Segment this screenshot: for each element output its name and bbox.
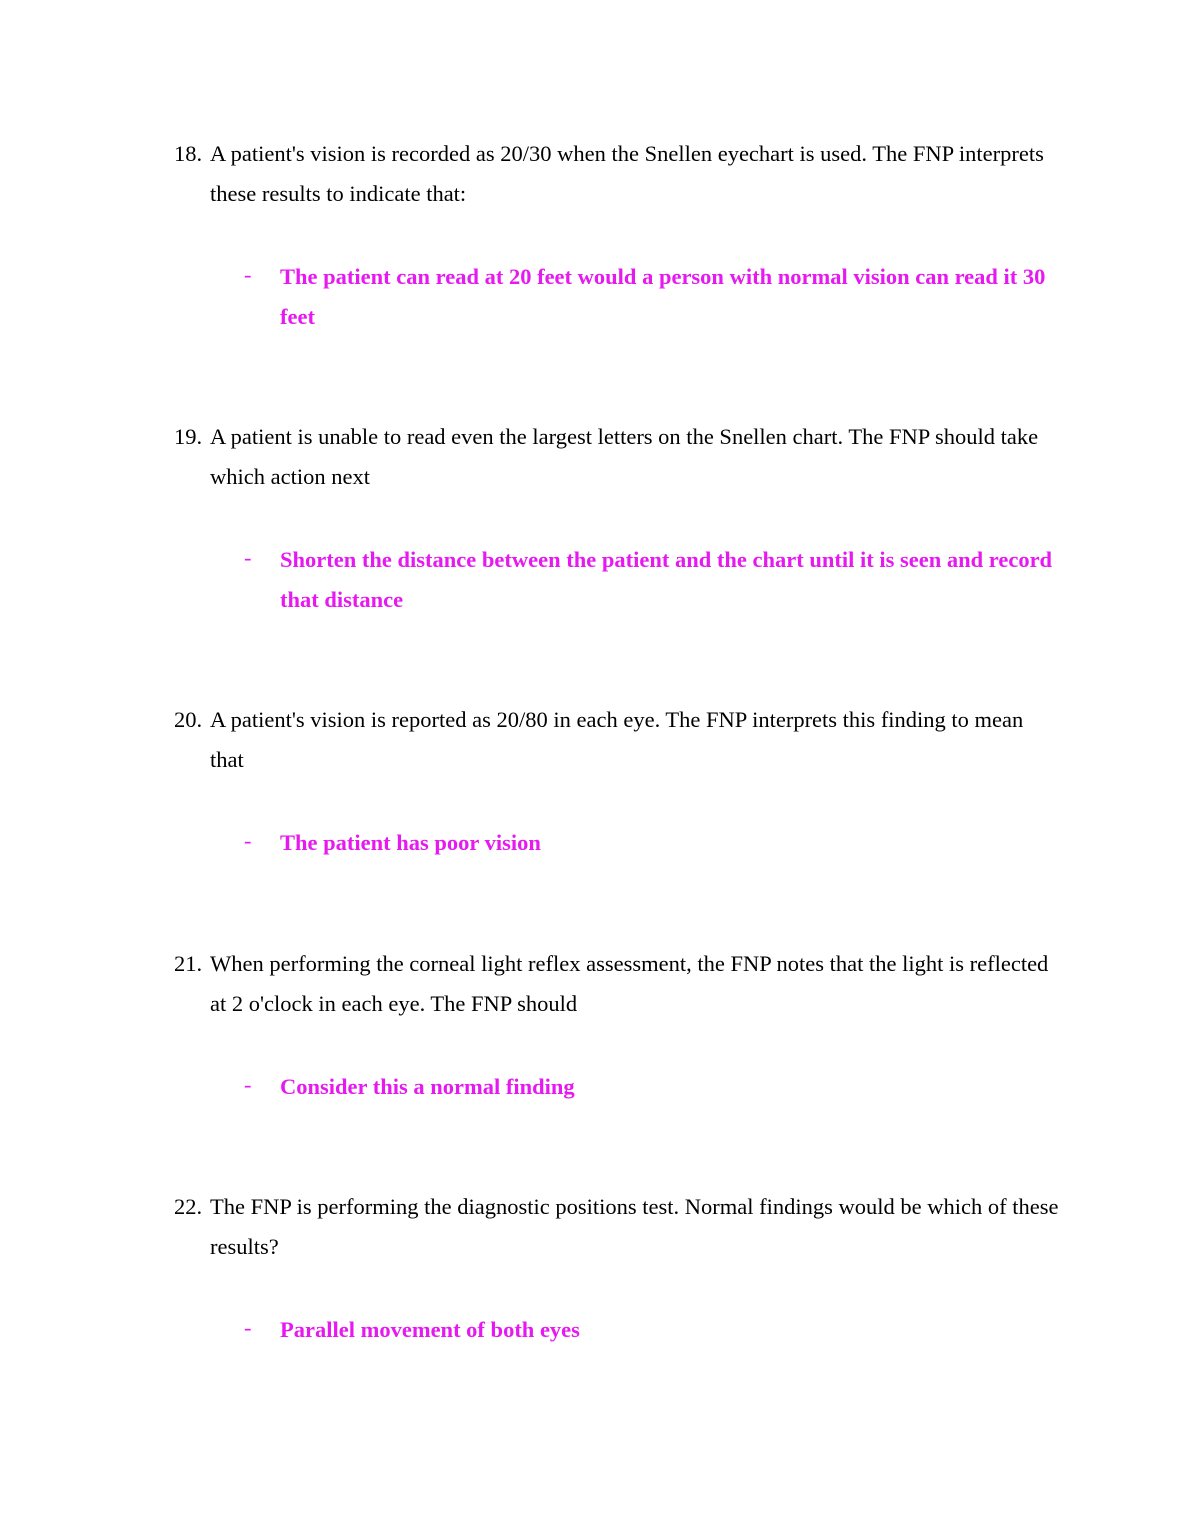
question-item-19 [0, 417, 1190, 620]
question-item-20 [0, 700, 1190, 863]
question-number: 21. [174, 951, 203, 976]
bullet-dash: - [244, 1315, 252, 1340]
answer [0, 257, 1190, 337]
question-text: A patient is unable to read even the largest letters on the Snellen chart. The FNP should take which action next [210, 424, 1039, 489]
answer-text: Parallel movement of both eyes [280, 1317, 580, 1342]
answer-text: The patient can read at 20 feet would a person with normal vision can read it 30 feet [280, 264, 1046, 329]
answer-text: Consider this a normal finding [280, 1074, 575, 1099]
answer [0, 540, 1190, 620]
bullet-dash: - [244, 1072, 252, 1097]
answer-text: The patient has poor vision [280, 830, 541, 855]
question-number: 20. [174, 707, 203, 732]
question-text: A patient's vision is recorded as 20/30 when the Snellen eyechart is used. The FNP interprets these results to indicate that: [210, 141, 1044, 206]
bullet-dash: - [244, 828, 252, 853]
question-text: When performing the corneal light reflex assessment, the FNP notes that the light is reflected at 2 o'clock in each eye. The FNP should [210, 951, 1049, 1016]
question-number: 19. [174, 424, 203, 449]
bullet-dash: - [244, 262, 252, 287]
question [0, 134, 1190, 214]
question-text: A patient's vision is reported as 20/80 in each eye. The FNP interprets this finding to mean that [210, 707, 1024, 772]
question-text: The FNP is performing the diagnostic positions test. Normal findings would be which of these results? [210, 1194, 1059, 1259]
question-item-18 [0, 134, 1190, 337]
answer [0, 1310, 1190, 1350]
question-item-22 [0, 1187, 1190, 1350]
answer-text: Shorten the distance between the patient and the chart until it is seen and record that distance [280, 547, 1053, 612]
answer [0, 1067, 1190, 1107]
question-item-21 [0, 944, 1190, 1107]
question [0, 1187, 1190, 1267]
question-number: 22. [174, 1194, 203, 1219]
question-number: 18. [174, 141, 203, 166]
question [0, 700, 1190, 780]
answer [0, 823, 1190, 863]
bullet-dash: - [244, 545, 252, 570]
question [0, 417, 1190, 497]
question [0, 944, 1190, 1024]
